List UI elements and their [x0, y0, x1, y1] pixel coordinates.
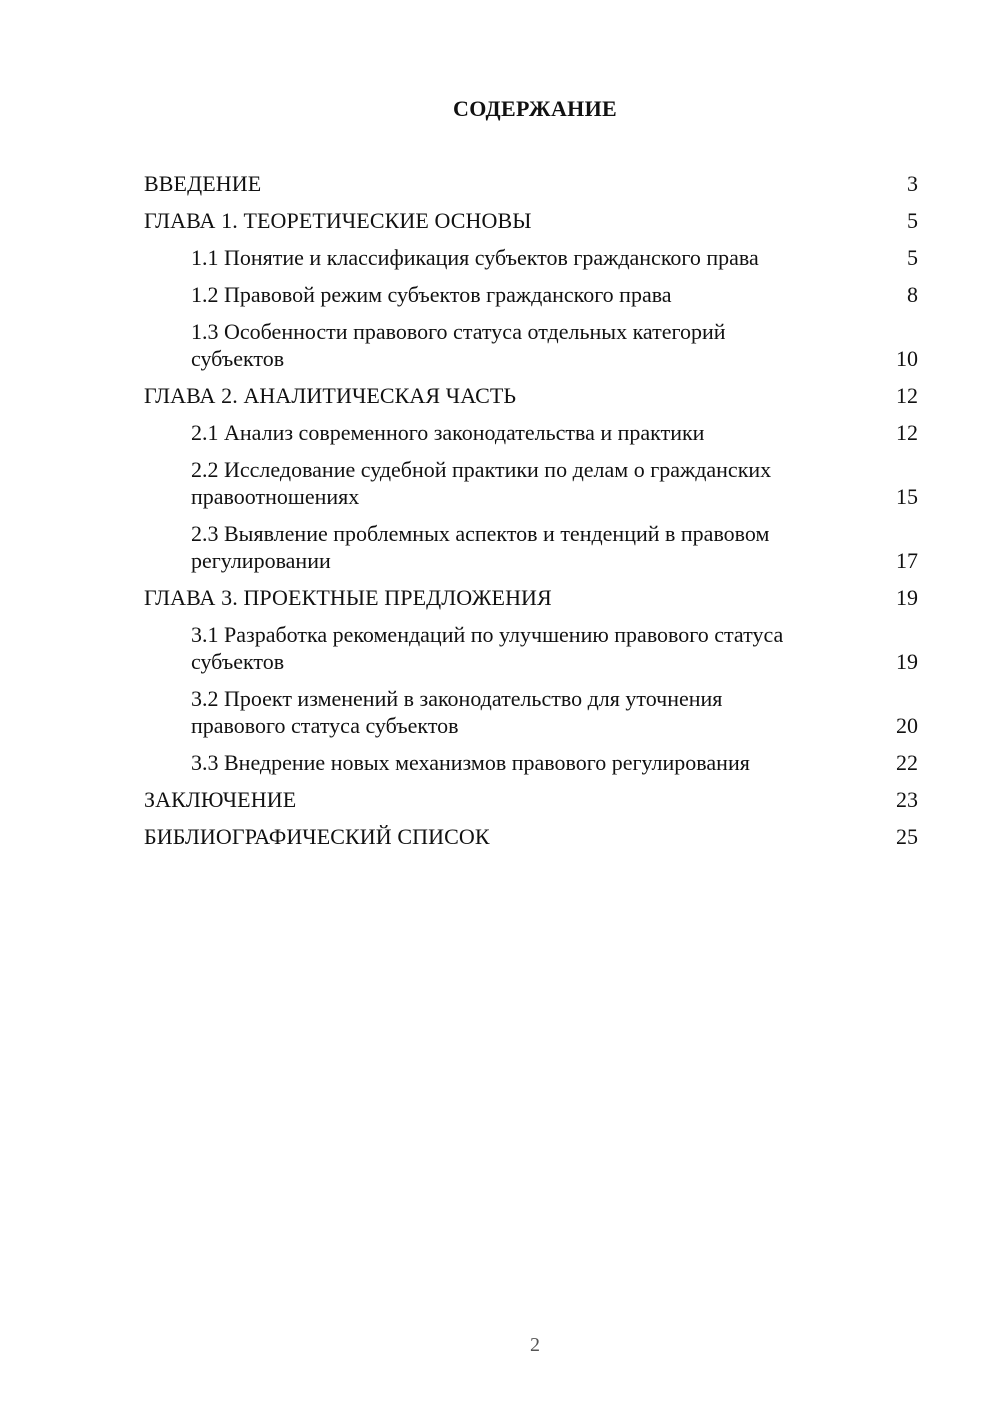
toc-entry-label: ГЛАВА 1. ТЕОРЕТИЧЕСКИЕ ОСНОВЫ	[144, 208, 532, 233]
toc-entry-page: 23	[896, 787, 918, 812]
toc-entry-page: 5	[907, 245, 918, 270]
toc-entry-label: 2.2 Исследование судебной практики по делам о гражданских правоотношениях	[191, 457, 772, 509]
toc-entry-page: 19	[896, 585, 918, 610]
toc-entry-page: 5	[907, 208, 918, 233]
toc-entry-page: 10	[896, 346, 918, 371]
toc-entry-section-3-1[interactable]	[144, 621, 918, 675]
toc-entry-section-1-3[interactable]	[144, 318, 918, 372]
toc-entry-page: 25	[896, 824, 918, 849]
toc-entry-section-1-1[interactable]	[144, 244, 918, 271]
toc-entry-page: 12	[896, 383, 918, 408]
toc-entry-label: 1.3 Особенности правового статуса отдельных категорий субъектов	[191, 319, 726, 371]
toc-entry-section-3-2[interactable]	[144, 685, 918, 739]
toc-entry-section-2-1[interactable]	[144, 419, 918, 446]
table-of-contents	[144, 170, 918, 860]
toc-entry-section-2-2[interactable]	[144, 456, 918, 510]
toc-entry-label: 1.1 Понятие и классификация субъектов гражданского права	[191, 245, 759, 270]
toc-entry-label: 1.2 Правовой режим субъектов гражданского права	[191, 282, 672, 307]
document-title: СОДЕРЖАНИЕ	[453, 96, 617, 121]
toc-entry-label: 3.3 Внедрение новых механизмов правового регулирования	[191, 750, 750, 775]
toc-entry-label: 3.2 Проект изменений в законодательство для уточнения правового статуса субъектов	[191, 686, 723, 738]
toc-entry-label: 3.1 Разработка рекомендаций по улучшению правового статуса субъектов	[191, 622, 784, 674]
toc-entry-page: 17	[896, 548, 918, 573]
toc-entry-chapter-1[interactable]	[144, 207, 918, 234]
toc-entry-section-2-3[interactable]	[144, 520, 918, 574]
toc-entry-label: 2.3 Выявление проблемных аспектов и тенденций в правовом регулировании	[191, 521, 770, 573]
toc-entry-page: 19	[896, 649, 918, 674]
toc-entry-page: 22	[896, 750, 918, 775]
toc-entry-chapter-3[interactable]	[144, 584, 918, 611]
toc-entry-conclusion[interactable]	[144, 786, 918, 813]
toc-entry-section-1-2[interactable]	[144, 281, 918, 308]
toc-entry-page: 8	[907, 282, 918, 307]
toc-entry-section-3-3[interactable]	[144, 749, 918, 776]
toc-entry-page: 20	[896, 713, 918, 738]
toc-entry-label: ГЛАВА 2. АНАЛИТИЧЕСКАЯ ЧАСТЬ	[144, 383, 517, 408]
toc-entry-label: ВВЕДЕНИЕ	[144, 171, 262, 196]
toc-entry-label: 2.1 Анализ современного законодательства и практики	[191, 420, 705, 445]
toc-entry-label: БИБЛИОГРАФИЧЕСКИЙ СПИСОК	[144, 824, 490, 849]
toc-entry-bibliography[interactable]	[144, 823, 918, 850]
toc-entry-introduction[interactable]	[144, 170, 918, 197]
toc-entry-page: 12	[896, 420, 918, 445]
toc-entry-chapter-2[interactable]	[144, 382, 918, 409]
toc-entry-page: 3	[907, 171, 918, 196]
toc-entry-page: 15	[896, 484, 918, 509]
page-number: 2	[530, 1334, 540, 1356]
toc-entry-label: ЗАКЛЮЧЕНИЕ	[144, 787, 297, 812]
toc-entry-label: ГЛАВА 3. ПРОЕКТНЫЕ ПРЕДЛОЖЕНИЯ	[144, 585, 552, 610]
